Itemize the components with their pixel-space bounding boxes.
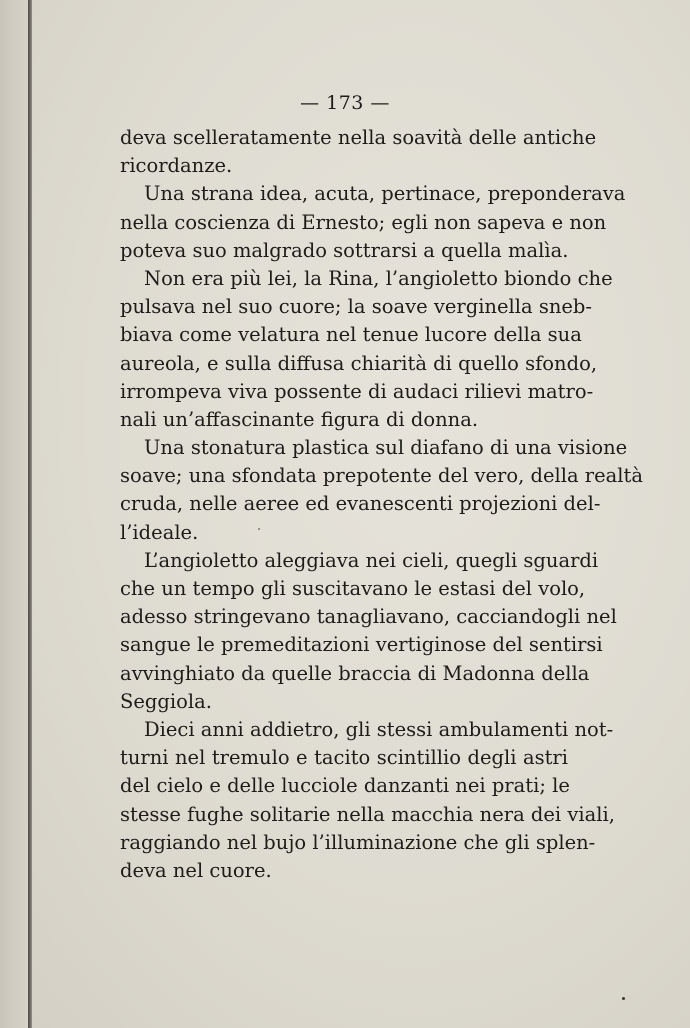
paper-speck — [622, 997, 625, 1000]
text-line: Una strana idea, acuta, pertinace, preponderava — [144, 182, 626, 206]
text-line: del cielo e delle lucciole danzanti nei prati; le — [120, 774, 570, 798]
paragraph — [120, 716, 615, 885]
text-line: pulsava nel suo cuore; la soave verginella sneb- — [120, 295, 592, 319]
text-line: Non era più lei, la Rina, l’angioletto biondo che — [144, 266, 613, 290]
text-line: avvinghiato da quelle braccia di Madonna della — [120, 661, 590, 685]
binding-edge — [28, 0, 32, 1028]
text-line: L’angioletto aleggiava nei cieli, quegli sguardi — [144, 548, 599, 572]
text-line: nella coscienza di Ernesto; egli non sapeva e non — [120, 210, 607, 234]
paper-speck — [258, 528, 260, 530]
text-line: cruda, nelle aeree ed evanescenti projezioni del- — [120, 492, 601, 516]
text-line: soave; una sfondata prepotente del vero, della realtà — [120, 464, 643, 488]
text-line: deva scelleratamente nella soavità delle antiche — [120, 126, 597, 149]
text-line: Seggiola. — [120, 689, 212, 713]
text-line: stesse fughe solitarie nella macchia nera dei viali, — [120, 802, 615, 826]
page-number: — 173 — — [300, 92, 390, 114]
text-line: l’ideale. — [120, 520, 199, 544]
text-line: adesso stringevano tanagliavano, cacciandogli nel — [120, 605, 617, 629]
text-line: deva nel cuore. — [120, 858, 272, 882]
paragraph — [120, 547, 617, 716]
text-line: poteva suo malgrado sottrarsi a quella malìa. — [120, 238, 569, 262]
paragraph — [120, 124, 597, 180]
text-line: biava come velatura nel tenue lucore della sua — [120, 323, 582, 347]
text-line: aureola, e sulla diffusa chiarità di quello sfondo, — [120, 351, 598, 375]
text-line: sangue le premeditazioni vertiginose del sentirsi — [120, 633, 603, 657]
paragraph — [120, 265, 613, 434]
text-line: turni nel tremulo e tacito scintillio degli astri — [120, 746, 568, 770]
text-line: nali un’affascinante figura di donna. — [120, 407, 479, 431]
text-line: Dieci anni addietro, gli stessi ambulamenti not- — [144, 717, 614, 741]
text-line: ricordanze. — [120, 154, 233, 178]
paragraph — [120, 434, 643, 547]
text-line: Una stonatura plastica sul diafano di una visione — [144, 436, 628, 460]
paragraph — [120, 180, 626, 265]
text-line: raggiando nel bujo l’illuminazione che gli splen- — [120, 830, 596, 854]
body-text — [120, 124, 643, 885]
binding-gutter-shadow — [0, 0, 28, 1028]
text-line: irrompeva viva possente di audaci rilievi matro- — [120, 379, 594, 403]
text-line: che un tempo gli suscitavano le estasi del volo, — [120, 577, 586, 600]
